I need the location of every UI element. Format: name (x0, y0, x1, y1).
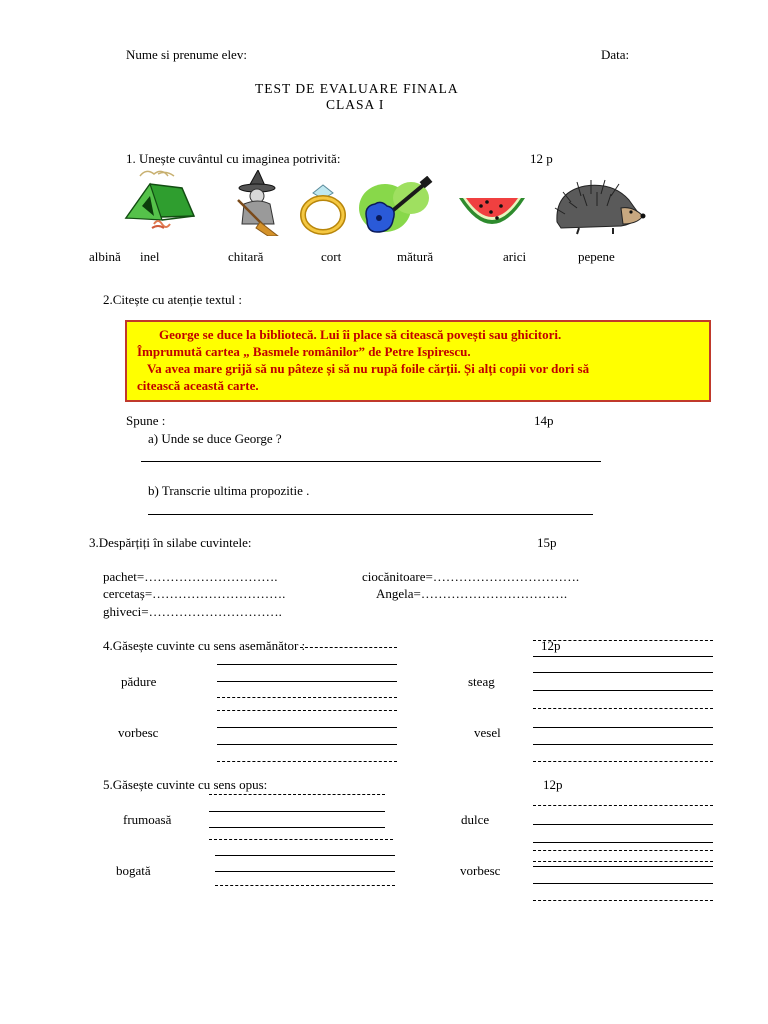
word-steag: steag (468, 674, 495, 689)
word-matura: mătură (397, 249, 434, 264)
reading-text-box (125, 320, 711, 402)
text-line-1: George se duce la bibliotecă. Lui îi place să citească povești sau ghicitori. (159, 327, 562, 342)
answer-line-a[interactable] (141, 461, 601, 462)
hedgehog-icon (551, 178, 647, 236)
word-dulce: dulce (461, 812, 490, 827)
word-pepene: pepene (578, 249, 615, 264)
word-inel: inel (140, 249, 160, 264)
answer-line[interactable] (533, 656, 713, 657)
dash-line (533, 850, 713, 851)
word-cort: cort (321, 249, 342, 264)
answer-line-b[interactable] (148, 514, 593, 515)
answer-line[interactable] (533, 744, 713, 745)
dash-line (533, 640, 713, 641)
class-title: CLASA I (326, 97, 385, 112)
answer-line[interactable] (533, 883, 713, 884)
syllable-ciocanitoare: ciocănitoare=……………………………. (362, 569, 580, 584)
word-bogata: bogată (116, 863, 151, 878)
answer-line[interactable] (209, 811, 385, 812)
answer-line[interactable] (217, 727, 397, 728)
word-vesel: vesel (474, 725, 501, 740)
word-chitara: chitară (228, 249, 264, 264)
syllable-cercetas: cercetaș=…………………………. (103, 586, 286, 601)
dash-line (300, 647, 397, 648)
ex4-instruction: 4.Găsește cuvinte cu sens asemănător : (103, 638, 306, 653)
ex1-instruction: 1. Unește cuvântul cu imaginea potrivită: (126, 151, 341, 166)
dash-line (533, 861, 713, 862)
ex3-points: 15p (537, 535, 557, 550)
ring-icon (297, 183, 347, 235)
answer-line[interactable] (533, 672, 713, 673)
syllable-angela: Angela=……………………………. (376, 586, 568, 601)
answer-line[interactable] (215, 871, 395, 872)
dash-line (217, 761, 397, 762)
syllable-pachet: pachet=…………………………. (103, 569, 278, 584)
text-line-4: citească această carte. (137, 378, 259, 393)
watermelon-icon (455, 190, 529, 236)
dash-line (533, 708, 713, 709)
syllable-ghiveci: ghiveci=…………………………. (103, 604, 282, 619)
word-vorbesc-2: vorbesc (460, 863, 501, 878)
answer-line[interactable] (217, 664, 397, 665)
dash-line (209, 794, 385, 795)
word-albina: albină (89, 249, 121, 264)
ex2-instruction: 2.Citește cu atenție textul : (103, 292, 242, 307)
dash-line (217, 697, 397, 698)
answer-line[interactable] (533, 866, 713, 867)
witch-broom-icon (230, 170, 282, 236)
date-label: Data: (601, 47, 630, 62)
tent-icon (122, 166, 200, 234)
text-line-2: Împrumută cartea „ Basmele românilor” de Petre Ispirescu. (137, 344, 471, 359)
word-vorbesc-1: vorbesc (118, 725, 159, 740)
ex5-instruction: 5.Găsește cuvinte cu sens opus: (103, 777, 268, 792)
dash-line (209, 839, 393, 840)
answer-line[interactable] (209, 827, 385, 828)
answer-line[interactable] (533, 690, 713, 691)
word-arici: arici (503, 249, 527, 264)
answer-line[interactable] (533, 824, 713, 825)
ex1-points: 12 p (530, 151, 553, 166)
answer-line[interactable] (217, 744, 397, 745)
ex2-points: 14p (534, 413, 554, 428)
test-title: TEST DE EVALUARE FINALA (255, 81, 459, 96)
ex5-points: 12p (543, 777, 563, 792)
dash-line (533, 805, 713, 806)
student-name-label: Nume si prenume elev: (126, 47, 247, 62)
dash-line (215, 885, 395, 886)
answer-line[interactable] (533, 842, 713, 843)
word-frumoasa: frumoasă (123, 812, 172, 827)
text-line-3: Va avea mare grijă să nu pâteze și să nu rupă foile cărții. Și alți copii vor dori să (147, 361, 590, 376)
ex4-points: 12p (541, 638, 561, 653)
answer-line[interactable] (215, 855, 395, 856)
dash-line (533, 761, 713, 762)
guitar-icon (357, 176, 433, 238)
answer-line[interactable] (533, 727, 713, 728)
dash-line (533, 900, 713, 901)
answer-line[interactable] (217, 681, 397, 682)
ex3-instruction: 3.Despărțiți în silabe cuvintele: (89, 535, 252, 550)
spune-label: Spune : (126, 413, 166, 428)
word-padure: pădure (121, 674, 157, 689)
dash-line (217, 710, 397, 711)
question-b: b) Transcrie ultima propozitie . (148, 483, 310, 498)
question-a: a) Unde se duce George ? (148, 431, 282, 446)
